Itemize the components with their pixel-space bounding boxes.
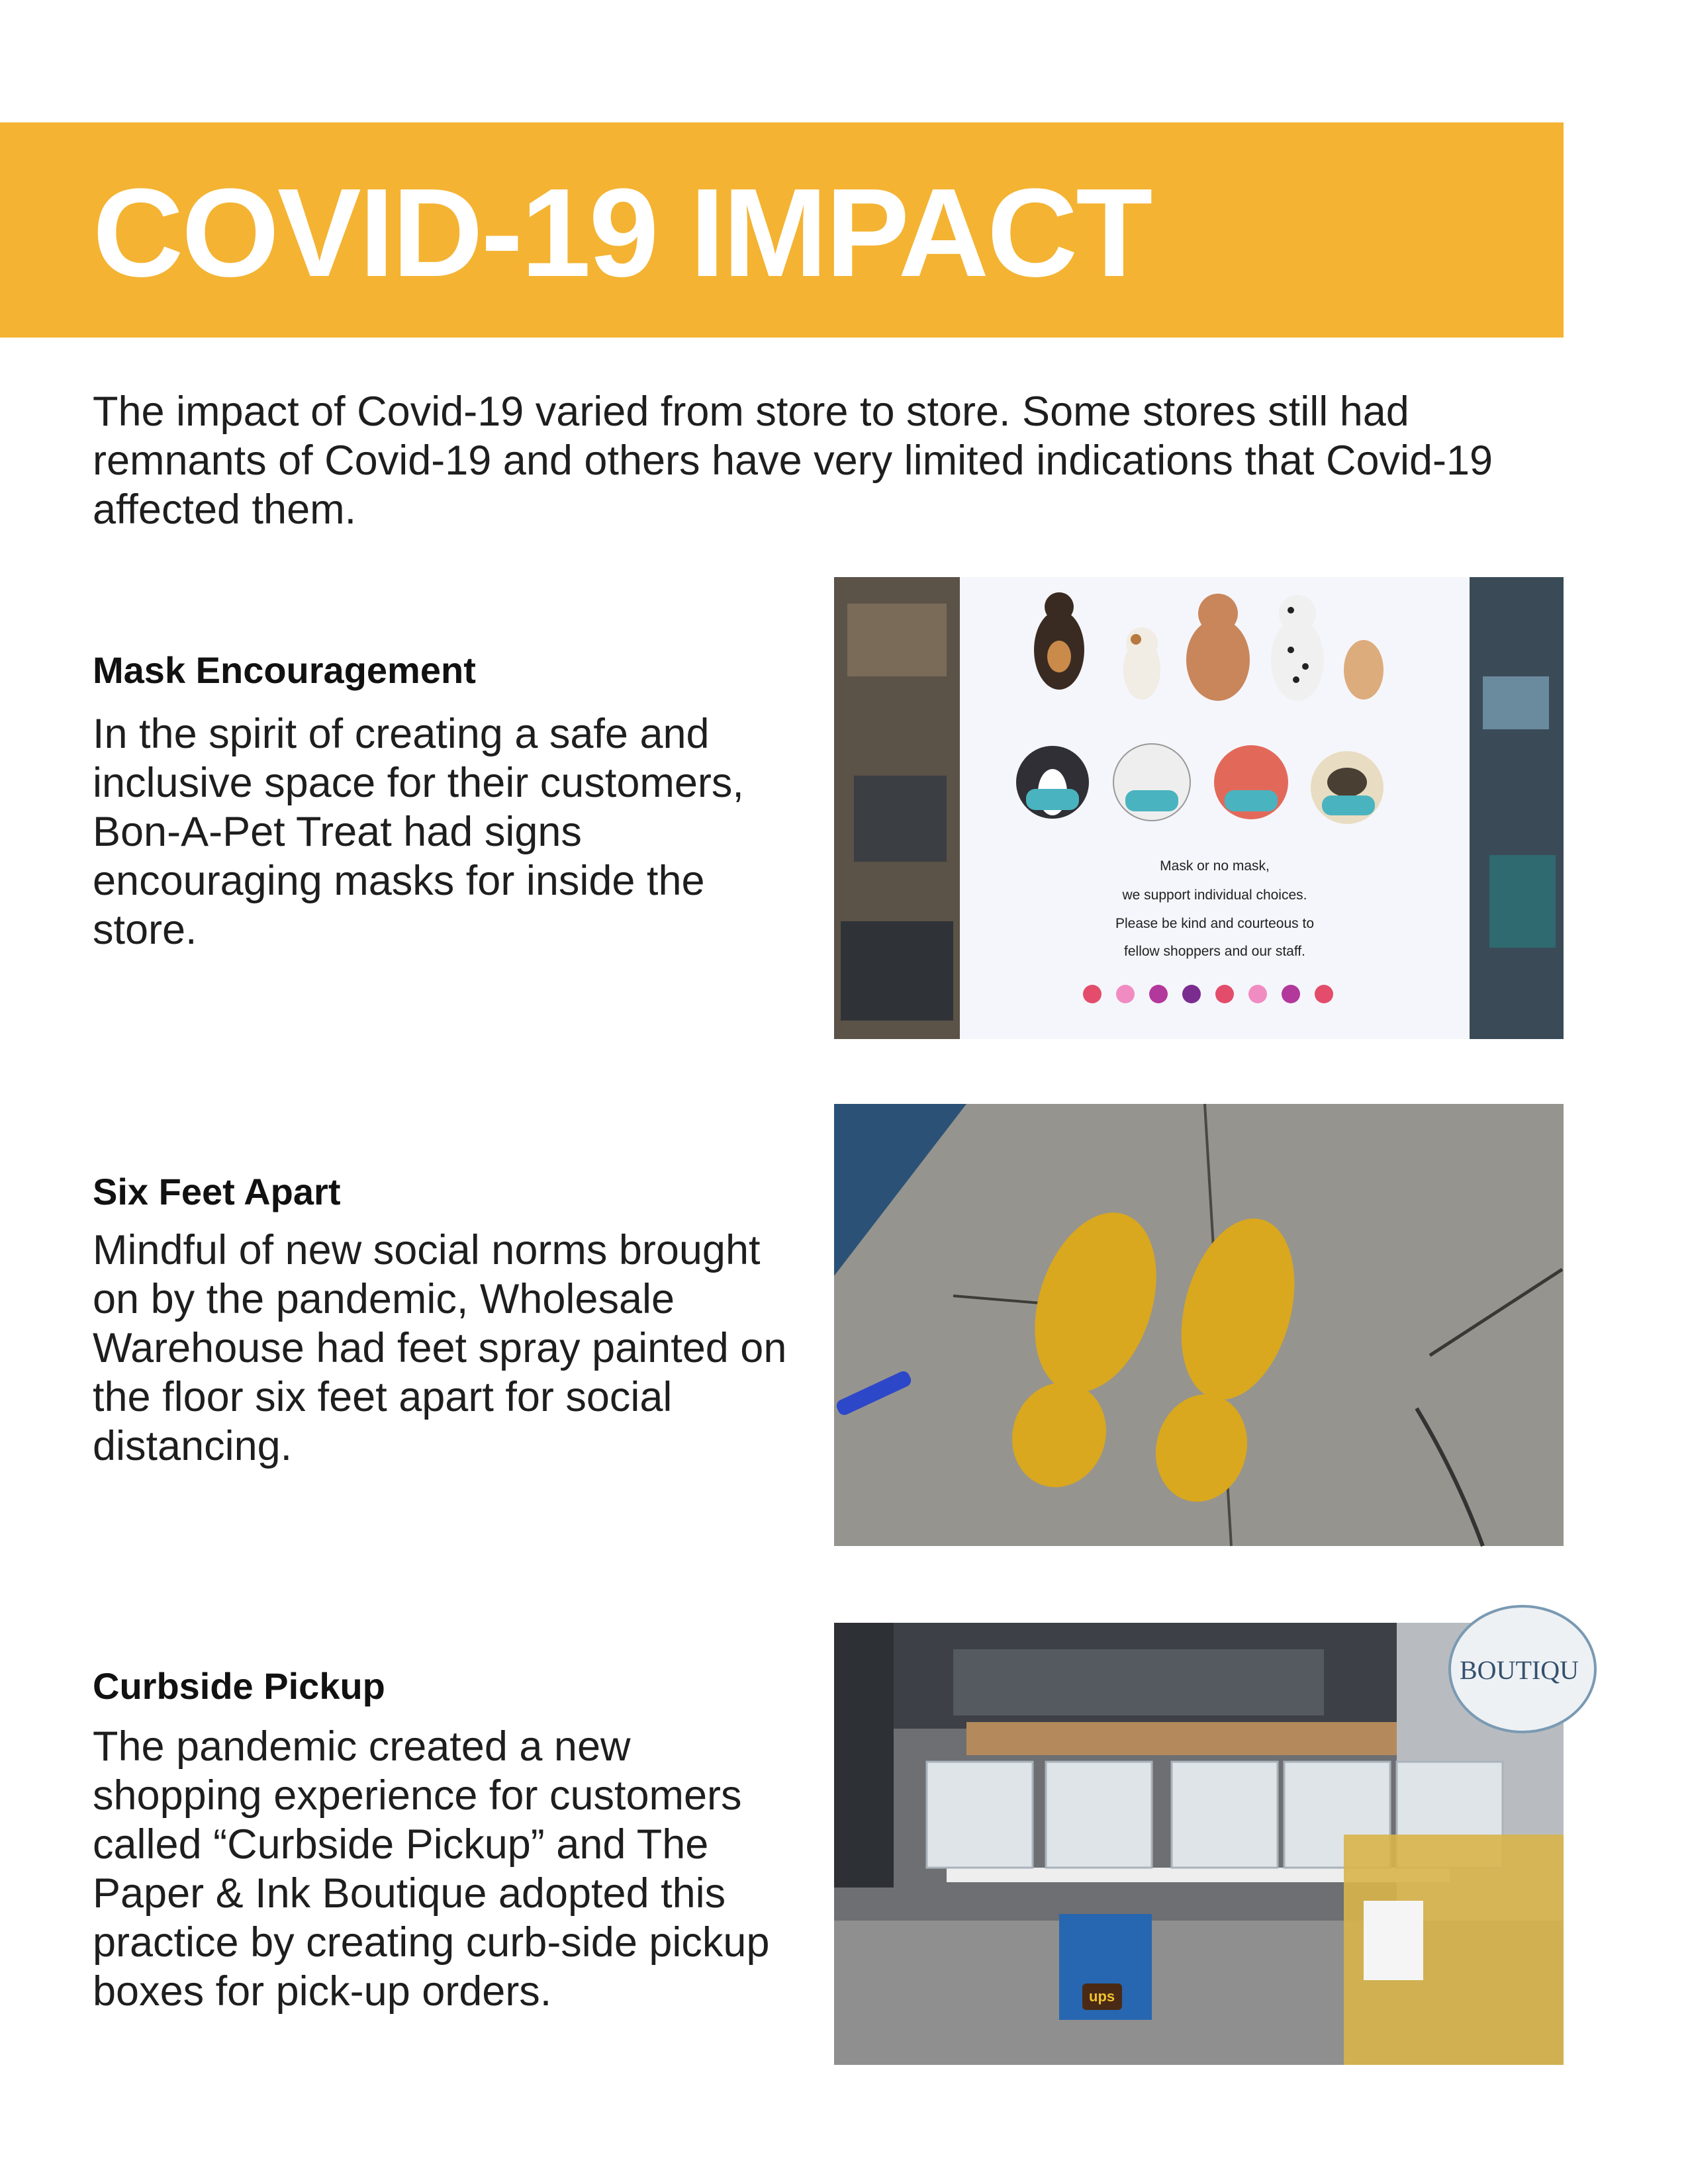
section-body-six-feet-apart: Mindful of new social norms brought on by the pandemic, Wholesale Warehouse had feet spray painted on the floor six feet apart for social distancing.	[93, 1227, 787, 1469]
sign-line-4: fellow shoppers and our staff.	[1124, 944, 1305, 959]
section-heading-mask-encouragement: Mask Encouragement	[93, 649, 476, 691]
masked-dog-boston-icon	[1016, 746, 1089, 819]
sign-line-1: Mask or no mask,	[1160, 858, 1270, 874]
sign-line-3: Please be kind and courteous to	[1115, 916, 1315, 931]
masked-dog-pug-icon	[1311, 751, 1383, 824]
dog-terrier-icon	[1123, 627, 1160, 700]
curbside-pickup-illustration	[834, 1623, 1579, 2065]
ups-bin-label: ups	[1089, 1988, 1115, 2005]
sign-line-2: we support individual choices.	[1122, 887, 1307, 903]
page-title: COVID-19 IMPACT	[93, 163, 1151, 303]
masked-dog-corgi-icon	[1214, 745, 1288, 819]
mask-sign-illustration	[834, 577, 1564, 1039]
section-body-curbside-pickup: The pandemic created a new shopping experience for customers called “Curbside Pickup” and The Paper & Ink Boutique adopted this practice by creating curb-side pickup boxes for pick-up orders.	[93, 1723, 770, 2015]
dog-corgi-icon	[1344, 640, 1383, 700]
floor-footprints-photo	[834, 1104, 1564, 1546]
mask-sign-photo	[834, 577, 1564, 1039]
section-heading-curbside-pickup: Curbside Pickup	[93, 1665, 385, 1707]
curbside-pickup-photo	[834, 1623, 1579, 2065]
store-sign-text: BOUTIQU	[1460, 1655, 1579, 1685]
footprints-illustration	[834, 1104, 1564, 1546]
intro-paragraph: The impact of Covid-19 varied from store to store. Some stores still had remnants of Covid-19 and others have very limited indications that Covid-19 affected them.	[93, 388, 1493, 533]
section-heading-six-feet-apart: Six Feet Apart	[93, 1171, 341, 1212]
title-banner	[0, 122, 1564, 338]
section-body-mask-encouragement: In the spirit of creating a safe and inclusive space for their customers, Bon-A-Pet Treat had signs encouraging masks for inside the store.	[93, 711, 744, 953]
masked-dog-shihtzu-icon	[1113, 744, 1190, 821]
